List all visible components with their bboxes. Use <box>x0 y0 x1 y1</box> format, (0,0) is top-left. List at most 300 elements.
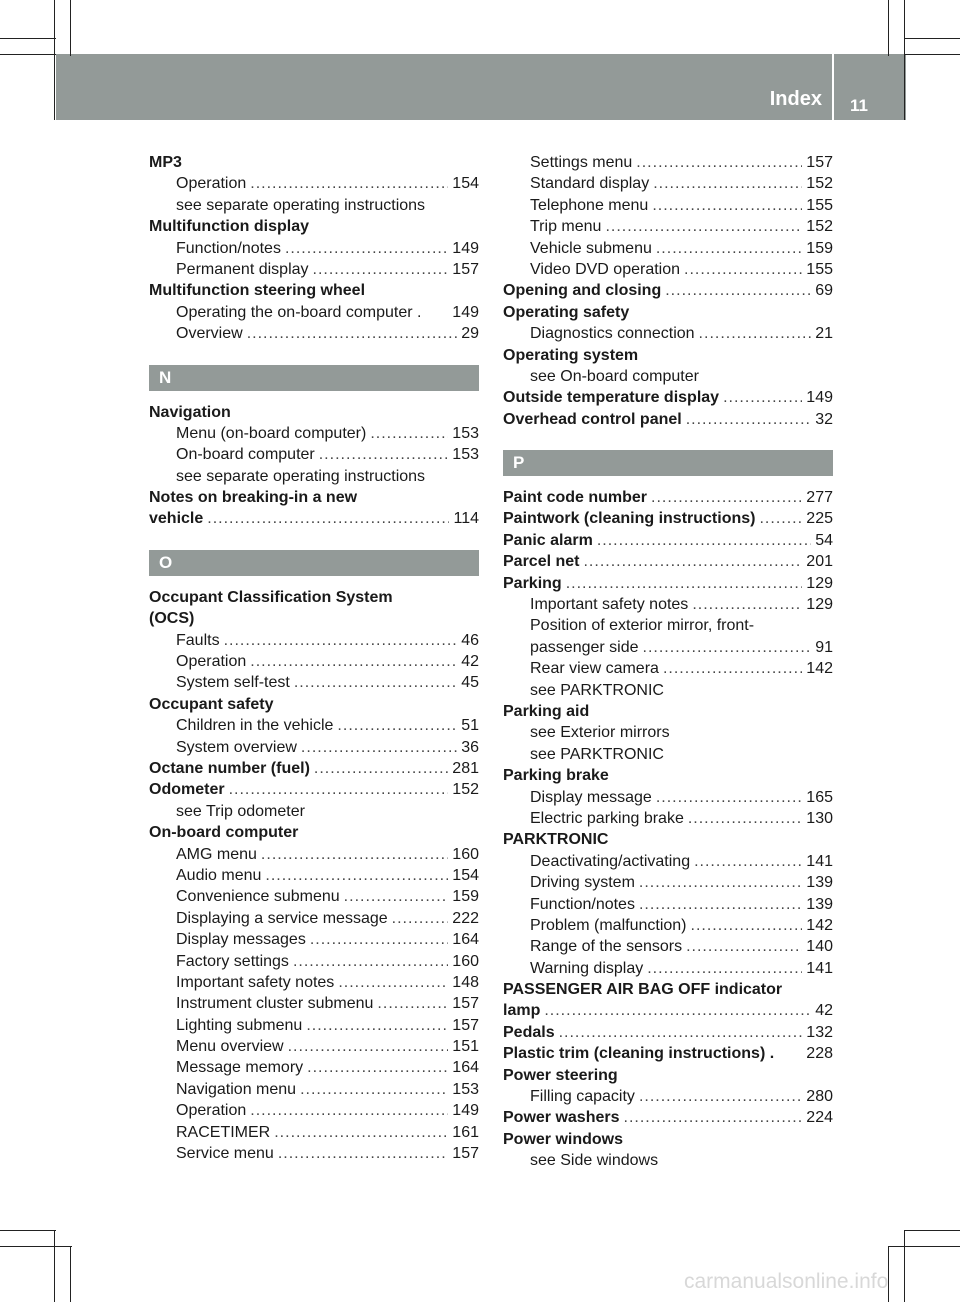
index-subentry <box>149 302 479 323</box>
crop-mark <box>888 1246 960 1247</box>
page-ref: 21 <box>815 325 833 343</box>
page-ref: 32 <box>815 410 833 428</box>
leader-dots <box>656 787 802 808</box>
entry-text: Faults <box>176 631 220 649</box>
leader-dots <box>338 972 448 993</box>
entry-text: Standard display <box>530 175 650 193</box>
leader-dots <box>278 1143 448 1164</box>
index-heading: Power steering <box>503 1066 618 1084</box>
leader-dots <box>310 929 448 950</box>
leader-dots <box>688 808 802 829</box>
index-subentry <box>503 238 833 259</box>
index-heading: Operating safety <box>503 303 630 321</box>
entry-text: Settings menu <box>530 154 633 171</box>
leader-dots <box>686 936 802 957</box>
leader-dots <box>274 1122 448 1143</box>
entry-text: System self-test <box>176 674 290 692</box>
leader-dots <box>314 758 448 779</box>
page-ref: 224 <box>806 1109 833 1127</box>
page-ref: 69 <box>815 282 833 300</box>
leader-dots <box>583 551 802 572</box>
index-subentry <box>149 972 479 993</box>
leader-dots <box>652 195 802 216</box>
entry-text: Operation <box>176 175 247 193</box>
entry-text: Operating the on-board computer . <box>176 303 422 321</box>
index-subentry <box>503 936 833 957</box>
entry-text: Factory settings <box>176 952 289 970</box>
entry-text: AMG menu <box>176 845 257 863</box>
entry-text: Audio menu <box>176 866 262 884</box>
leader-dots <box>559 1022 803 1043</box>
index-entry <box>503 387 833 408</box>
entry-text: Rear view camera <box>530 660 659 678</box>
page-ref: 140 <box>806 938 833 956</box>
index-subentry <box>149 929 479 950</box>
leader-dots <box>647 958 802 979</box>
entry-text: Lighting submenu <box>176 1016 303 1034</box>
index-entry <box>503 508 833 529</box>
index-entry <box>503 573 833 594</box>
page-ref: 159 <box>452 888 479 906</box>
crop-mark <box>904 0 905 120</box>
index-heading: Operating system <box>503 346 639 364</box>
page-ref: 157 <box>452 1145 479 1163</box>
entry-text: see On-board computer <box>530 367 699 385</box>
page-ref: 141 <box>806 959 833 977</box>
page-ref: 151 <box>452 1038 479 1056</box>
page-ref: 157 <box>806 154 833 171</box>
entry-text: Important safety notes <box>530 596 689 614</box>
page-ref: 280 <box>806 1088 833 1106</box>
leader-dots <box>639 1086 802 1107</box>
entry-text: On-board computer <box>176 446 315 464</box>
page-ref: 228 <box>806 1045 833 1063</box>
index-column-left <box>149 152 479 1164</box>
entry-text: Message memory <box>176 1059 304 1077</box>
entry-text: Display message <box>530 788 652 806</box>
index-subentry <box>503 894 833 915</box>
leader-dots <box>566 573 803 594</box>
entry-text: Position of exterior mirror, front- <box>530 617 755 635</box>
entry-text: Deactivating/activating <box>530 852 691 870</box>
page-ref: 142 <box>806 660 833 678</box>
index-subentry <box>503 851 833 872</box>
index-heading: On-board computer <box>149 824 299 842</box>
entry-text: System overview <box>176 738 297 756</box>
entry-text: Overhead control panel <box>503 410 682 428</box>
page-ref: 164 <box>452 1059 479 1077</box>
index-subentry <box>149 1057 479 1078</box>
entry-text: RACETIMER <box>176 1123 271 1141</box>
index-subentry <box>149 672 479 693</box>
index-subentry <box>149 715 479 736</box>
entry-text: Warning display <box>530 959 644 977</box>
index-subentry <box>503 195 833 216</box>
index-entry <box>503 551 833 572</box>
leader-dots <box>597 530 811 551</box>
index-subentry <box>149 951 479 972</box>
index-entry <box>503 530 833 551</box>
entry-text: Diagnostics connection <box>530 325 695 343</box>
index-subentry <box>149 1100 479 1121</box>
index-entry <box>503 1107 833 1128</box>
watermark: carmanualsonline.info <box>684 1270 889 1293</box>
index-subentry <box>149 444 479 465</box>
leader-dots <box>624 1107 803 1128</box>
index-reference <box>503 744 833 765</box>
entry-text: Permanent display <box>176 260 309 278</box>
leader-dots <box>307 1057 448 1078</box>
crop-mark <box>904 38 960 39</box>
index-reference <box>503 722 833 743</box>
page-ref: 155 <box>806 196 833 214</box>
page-ref: 29 <box>461 325 479 343</box>
entry-text: Odometer <box>149 781 225 799</box>
index-heading: PARKTRONIC <box>503 831 609 849</box>
index-reference <box>503 366 833 387</box>
entry-text: Octane number (fuel) <box>149 759 310 777</box>
entry-text: Pedals <box>503 1023 555 1041</box>
page-ref: 139 <box>806 874 833 892</box>
leader-dots <box>224 630 458 651</box>
section-header: P <box>503 450 833 476</box>
index-heading: Parking aid <box>503 702 590 720</box>
page-ref: 165 <box>806 788 833 806</box>
leader-dots <box>694 851 802 872</box>
index-subentry <box>503 152 833 173</box>
entry-text: Driving system <box>530 874 635 892</box>
index-subentry <box>503 323 833 344</box>
entry-text: Function/notes <box>530 895 635 913</box>
leader-dots <box>337 715 457 736</box>
index-reference <box>503 680 833 701</box>
index-subentry <box>149 1015 479 1036</box>
page-ref: 142 <box>806 916 833 934</box>
index-subentry <box>503 658 833 679</box>
entry-text: Range of the sensors <box>530 938 683 956</box>
page-ref: 51 <box>461 717 479 735</box>
page-ref: 153 <box>452 446 479 464</box>
leader-dots <box>261 844 448 865</box>
entry-text: see PARKTRONIC <box>530 745 664 763</box>
leader-dots <box>663 658 802 679</box>
index-heading: Multifunction display <box>149 218 309 236</box>
entry-text: see separate operating instructions <box>176 467 426 485</box>
leader-dots <box>301 737 457 758</box>
leader-dots <box>370 423 448 444</box>
page-ref: 161 <box>452 1123 479 1141</box>
crop-mark <box>70 1246 71 1302</box>
leader-dots <box>686 409 811 430</box>
entry-text: Function/notes <box>176 239 281 257</box>
index-heading: Power windows <box>503 1130 624 1148</box>
leader-dots <box>723 387 802 408</box>
index-entry <box>503 1022 833 1043</box>
page-ref: 141 <box>806 852 833 870</box>
page-ref: 54 <box>815 531 833 549</box>
page-ref: 45 <box>461 674 479 692</box>
page-ref: 152 <box>452 781 479 799</box>
index-subentry <box>149 886 479 907</box>
index-heading: MP3 <box>149 154 182 171</box>
index-subentry <box>503 872 833 893</box>
leader-dots <box>306 1015 448 1036</box>
page-ref: 155 <box>806 260 833 278</box>
index-subentry <box>149 1079 479 1100</box>
leader-dots <box>319 444 449 465</box>
crop-mark <box>0 1230 56 1231</box>
leader-dots <box>699 323 812 344</box>
entry-text: lamp <box>503 1002 541 1020</box>
section-header: N <box>149 365 479 391</box>
leader-dots <box>684 259 802 280</box>
page-ref: 153 <box>452 1080 479 1098</box>
page-ref: 42 <box>815 1002 833 1020</box>
entry-text: Problem (malfunction) <box>530 916 687 934</box>
crop-mark <box>70 0 71 56</box>
entry-text: Navigation menu <box>176 1080 297 1098</box>
leader-dots <box>250 651 457 672</box>
leader-dots <box>294 672 457 693</box>
index-subentry <box>503 1086 833 1107</box>
crop-mark <box>0 54 56 55</box>
entry-text: Important safety notes <box>176 973 335 991</box>
page-ref: 130 <box>806 809 833 827</box>
page-ref: 160 <box>452 845 479 863</box>
entry-text: Paintwork (cleaning instructions) <box>503 510 756 528</box>
leader-dots <box>207 508 449 529</box>
page-ref: 154 <box>452 175 479 193</box>
index-column-right <box>503 152 833 1172</box>
index-subentry <box>149 1143 479 1164</box>
page-ref: 91 <box>815 638 833 656</box>
leader-dots <box>692 594 802 615</box>
page-ref: 42 <box>461 653 479 671</box>
page-ref: 153 <box>452 424 479 442</box>
leader-dots <box>653 173 802 194</box>
entry-text: Operation <box>176 1102 247 1120</box>
leader-dots <box>639 894 802 915</box>
entry-text: Displaying a service message <box>176 909 388 927</box>
index-subentry <box>149 1122 479 1143</box>
entry-text: Convenience submenu <box>176 888 340 906</box>
entry-text: see Side windows <box>530 1152 659 1170</box>
index-subentry <box>149 993 479 1014</box>
index-subentry <box>149 737 479 758</box>
leader-dots <box>293 951 448 972</box>
entry-text: passenger side <box>530 638 639 656</box>
index-heading: (OCS) <box>149 610 195 628</box>
leader-dots <box>639 872 802 893</box>
crop-mark <box>54 1230 55 1302</box>
entry-text: Children in the vehicle <box>176 717 334 735</box>
leader-dots <box>265 865 448 886</box>
index-subentry <box>503 259 833 280</box>
page-ref: 222 <box>452 909 479 927</box>
index-entry <box>149 508 479 529</box>
page-ref: 36 <box>461 738 479 756</box>
index-subentry <box>149 630 479 651</box>
header-bar <box>56 54 906 120</box>
index-heading: Parking brake <box>503 767 609 785</box>
entry-text: Paint code number <box>503 489 648 507</box>
page-ref: 160 <box>452 952 479 970</box>
section-header: O <box>149 550 479 576</box>
page-ref: 152 <box>806 218 833 236</box>
index-reference <box>149 801 479 822</box>
page-ref: 159 <box>806 239 833 257</box>
leader-dots <box>285 238 448 259</box>
entry-text: vehicle <box>149 510 204 528</box>
index-reference <box>503 1150 833 1171</box>
index-subentry <box>149 259 479 280</box>
page-ref: 46 <box>461 631 479 649</box>
leader-dots <box>344 886 449 907</box>
page-ref: 149 <box>452 303 479 321</box>
page-ref: 201 <box>806 553 833 571</box>
header-divider <box>832 54 834 120</box>
index-entry <box>503 409 833 430</box>
index-entry <box>503 1000 833 1021</box>
entry-text: Overview <box>176 325 243 343</box>
page-ref: 114 <box>453 510 479 528</box>
page-ref: 149 <box>452 1102 479 1120</box>
index-reference <box>503 615 833 636</box>
index-heading: PASSENGER AIR BAG OFF indicator <box>503 981 783 999</box>
leader-dots <box>229 779 449 800</box>
leader-dots <box>250 1100 448 1121</box>
leader-dots <box>759 508 802 529</box>
entry-text: see PARKTRONIC <box>530 681 664 699</box>
leader-dots <box>250 173 448 194</box>
index-subentry <box>149 908 479 929</box>
page-ref: 139 <box>806 895 833 913</box>
entry-text: see Exterior mirrors <box>530 724 670 742</box>
leader-dots <box>691 915 803 936</box>
index-entry <box>149 779 479 800</box>
entry-text: Instrument cluster submenu <box>176 995 374 1013</box>
index-reference <box>149 466 479 487</box>
crop-mark <box>0 1246 72 1247</box>
entry-text: Operation <box>176 653 247 671</box>
leader-dots <box>247 323 458 344</box>
crop-mark <box>904 1230 905 1302</box>
entry-text: Parcel net <box>503 553 580 571</box>
page-ref: 157 <box>452 1016 479 1034</box>
page-ref: 149 <box>806 389 833 407</box>
index-subentry <box>149 651 479 672</box>
index-subentry <box>149 865 479 886</box>
page-number: 11 <box>850 96 868 115</box>
leader-dots <box>313 259 449 280</box>
index-heading: Occupant safety <box>149 695 274 713</box>
page-ref: 154 <box>452 866 479 884</box>
index-subentry <box>503 637 833 658</box>
page-ref: 225 <box>806 510 833 528</box>
index-heading: Occupant Classification System <box>149 588 393 606</box>
index-entry <box>503 280 833 301</box>
crop-mark <box>904 54 960 55</box>
leader-dots <box>651 487 802 508</box>
entry-text: Menu overview <box>176 1038 284 1056</box>
entry-text: Service menu <box>176 1145 274 1163</box>
page-ref: 129 <box>806 574 833 592</box>
index-entry <box>149 758 479 779</box>
entry-text: Electric parking brake <box>530 809 684 827</box>
leader-dots <box>665 280 811 301</box>
entry-text: Power washers <box>503 1109 620 1127</box>
page-ref: 157 <box>452 995 479 1013</box>
index-subentry <box>503 958 833 979</box>
index-subentry <box>503 216 833 237</box>
page-ref: 152 <box>806 175 833 193</box>
page-ref: 148 <box>452 973 479 991</box>
index-entry <box>503 487 833 508</box>
entry-text: Panic alarm <box>503 531 593 549</box>
page-ref: 277 <box>806 489 833 507</box>
index-subentry <box>503 594 833 615</box>
index-subentry <box>149 423 479 444</box>
page-ref: 157 <box>452 260 479 278</box>
index-subentry <box>503 173 833 194</box>
leader-dots <box>544 1000 811 1021</box>
index-subentry <box>503 787 833 808</box>
entry-text: Menu (on-board computer) <box>176 424 367 442</box>
index-subentry <box>149 323 479 344</box>
index-subentry <box>149 844 479 865</box>
leader-dots <box>656 238 802 259</box>
crop-mark <box>0 38 56 39</box>
index-heading: Navigation <box>149 403 231 421</box>
index-heading: Multifunction steering wheel <box>149 282 366 300</box>
index-subentry <box>149 173 479 194</box>
entry-text: Display messages <box>176 931 306 949</box>
leader-dots <box>605 216 802 237</box>
entry-text: Trip menu <box>530 218 602 236</box>
entry-text: Video DVD operation <box>530 260 681 278</box>
index-subentry <box>503 808 833 829</box>
index-subentry <box>149 1036 479 1057</box>
page-ref: 149 <box>452 239 479 257</box>
entry-text: Outside temperature display <box>503 389 720 407</box>
index-entry <box>503 1043 833 1064</box>
leader-dots <box>377 993 448 1014</box>
index-reference <box>149 195 479 216</box>
page-title: Index <box>769 88 822 110</box>
page-ref: 164 <box>452 931 479 949</box>
entry-text: Parking <box>503 574 562 592</box>
entry-text: see Trip odometer <box>176 802 305 820</box>
leader-dots <box>288 1036 449 1057</box>
page-ref: 132 <box>806 1023 833 1041</box>
crop-mark <box>904 1230 960 1231</box>
leader-dots <box>643 637 812 658</box>
page-ref: 129 <box>806 596 833 614</box>
entry-text: Vehicle submenu <box>530 239 652 257</box>
leader-dots <box>636 152 802 173</box>
leader-dots <box>392 908 449 929</box>
entry-text: Telephone menu <box>530 196 649 214</box>
page-ref: 281 <box>452 759 479 777</box>
leader-dots <box>300 1079 448 1100</box>
crop-mark <box>54 0 55 120</box>
entry-text: Opening and closing <box>503 282 662 300</box>
crop-mark <box>888 0 889 56</box>
entry-text: see separate operating instructions <box>176 196 426 214</box>
entry-text: Plastic trim (cleaning instructions) . <box>503 1045 775 1063</box>
entry-text: Filling capacity <box>530 1088 635 1106</box>
index-subentry <box>149 238 479 259</box>
